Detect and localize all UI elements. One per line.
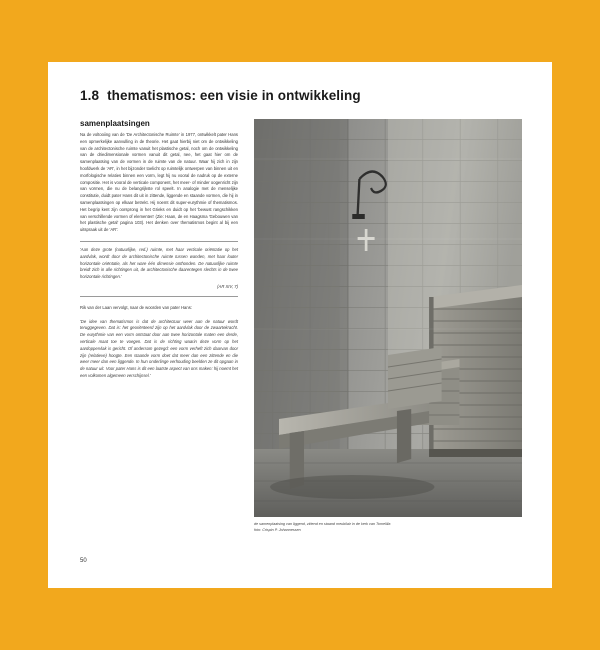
image-column [254,119,522,533]
quote-van-der-laan: 'De idee van thematismos is dat de architectuur weer aan de natuur wordt teruggegeven. Dat is: het georiënteerd zijn op het aardvlak door de zwaartekracht. De eurythmie van een vorm ontstaat door aan twee horizontale maten een derde, verticale maat toe te voegen. Dat is de richting waarin deze vorm op het aardoppervlak is gericht. Of andersom gezegd: een vorm verheft zich daarvan door zijn (relatieve) hoogte. Een staande vorm doet dat meer dan een zittende en die weer meer dan een liggende. In hun onderlinge verhouding beelden ze dit opgaan in de natuur uit. Voor pater Hans is dit een laatste aspect van ons maken: hij noemt het een volkomen algemeen verschijnsel.' [80,318,238,378]
page-number: 50 [80,558,87,564]
pull-quote-attribution: (AR XIV, 7) [217,283,238,289]
chapter-number: 1.8 [80,88,100,103]
section-heading: samenplaatsingen [80,119,150,128]
photo-figure [254,119,522,533]
photo-caption [254,522,522,533]
text-column [80,119,238,533]
photo-caption-text: de samenplaatsing van liggend, zittend en staand meubilair in de kerk van Tomelilla [254,522,391,526]
bench-chapel-photograph [254,119,522,517]
page-content [80,88,522,570]
body-paragraph: Na de voltooiing van de 'De Architectonische Ruimte' in 1977, ontwikkelt pater Hans een opmerkelijke aanvulling in de theorie. Het gaat hierbij niet om de ontwikkeling van de architectonische ruimte vanuit het plastische getal, noch om de ontwikkeling van de driedimensionale vormen vanuit dit getal, nee, het gaat hier om de samenplaatsing van de vormen in de ruimte van de natuur. Waar hij zich in zijn hoofdwerk de 'AR', in het bijzonder toelicht op ruimtelijk ontwerpen van binnen uit en morfologische relaties binnen een vorm, legt hij nu vooral de nadruk op de externe compositie. Het is vooral de verticale component, het meer- of minder oogenricht zijn van vormen, die nu de belangrijkste rol speelt. In analogie met de menselijke constitutie, duidt pater Hans dit uit in zittende, liggende en staande vormen, die hij in samenplaatsingen op elkaar betrekt. Hij noemt dit super-eurythmie of thematismos. Het begrip kent zijn oorsprong in het Grieks en duidt op het 'bewust rangschikken van verschillende vormen of elementen' (Zie: Haan, de en Haagsma 'Gebouwen van het plastische getal' pagina 103). Het denken over thematismos begint al bij een uitspraak uit de 'AR': [80,132,238,233]
document-page [48,62,552,588]
two-column-layout [80,119,522,533]
chapter-title-text: thematismos: een visie in ontwikkeling [107,88,361,103]
lead-in-paragraph: Rik van der Laan vervolgt, naar de woorden van pater Hans: [80,304,192,310]
pull-quote-ar [80,241,238,297]
page-title [80,88,522,103]
pull-quote-text: 'Aan deze grote (natuurlijke, red.) ruimte, met haar verticale oriëntatie op het aardvlak, wordt door de architectonische ruimte tussen wanden, met haar louter horizontale oriëntatie, als het ware één dimensie onthonden. De natuurlijke ruimte breidt zich in alle richtingen uit, de architectonische daarentegen slechts in de twee horizontale richtingen.' [80,246,238,280]
photo-credit: foto: Crispin P. Johannessen [254,527,301,532]
